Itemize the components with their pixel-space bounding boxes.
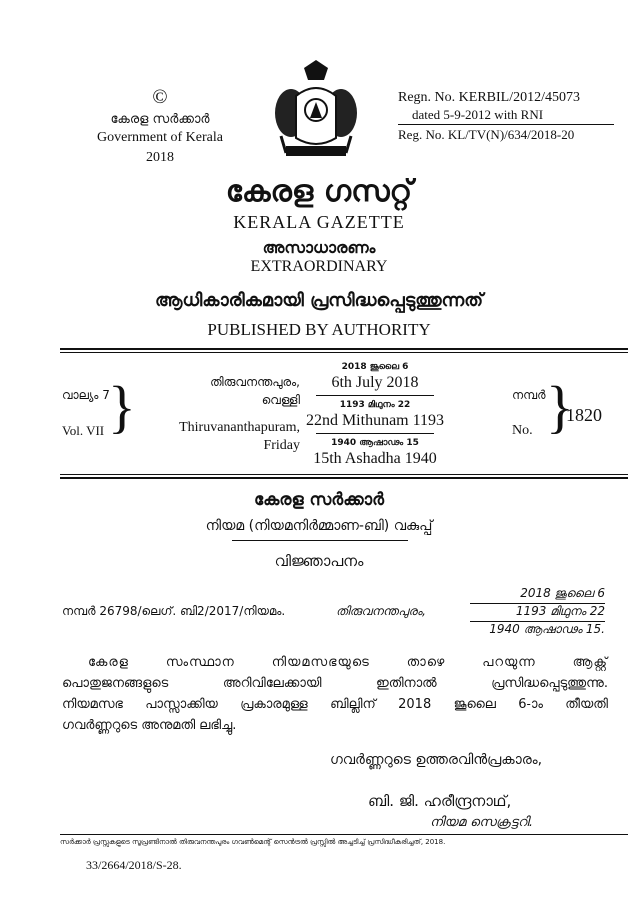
notice-signer: ബി. ജി. ഹരീന്ദ്രനാഥ്, xyxy=(368,792,512,810)
notice-place: തിരുവനന്തപുരം, xyxy=(336,604,426,618)
place-ml: തിരുവനന്തപുരം, xyxy=(210,375,300,389)
regn-number: Regn. No. KERBIL/2012/45073 xyxy=(398,90,580,105)
footer-imprint: സർക്കാർ പ്രസ്സുകളുടെ സൂപ്രണ്ടിനാൽ തിരുവനന്തപുരം ഗവൺമെന്റ് സെൻട്രൽ പ്രസ്സിൽ അച്ചടിച്ച് പ്രസിദ്ധീകരിച്ചത്, 2018. xyxy=(60,838,446,846)
notice-dept: നിയമ (നിയമനിർമ്മാണ-ബി) വകുപ്പ് xyxy=(205,518,433,534)
footer-rule xyxy=(60,834,628,835)
header-year: 2018 xyxy=(146,150,174,165)
authority-en: PUBLISHED BY AUTHORITY xyxy=(207,320,431,339)
date3-en: 15th Ashadha 1940 xyxy=(313,450,437,467)
date3-ml: 1940 ആഷാഢം 15 xyxy=(331,438,419,448)
notice-ref: നമ്പർ 26798/ലെഗ്. ബി2/2017/നിയമം. xyxy=(62,604,286,618)
day-en: Friday xyxy=(263,438,300,453)
extraordinary-ml: അസാധാരണം xyxy=(262,238,376,257)
rule-bottom-2 xyxy=(60,477,628,479)
copyright-symbol: © xyxy=(152,86,168,108)
notice-d1: 2018 ജൂലൈ 6 xyxy=(520,586,605,600)
notice-title: വിജ്ഞാപനം xyxy=(274,552,364,570)
footer-code: 33/2664/2018/S-28. xyxy=(86,858,182,872)
notice-govt: കേരള സർക്കാർ xyxy=(253,490,385,510)
number-en: No. xyxy=(512,423,533,438)
notice-d2: 1193 മിഥുനം 22 xyxy=(515,604,605,618)
gazette-title-en: KERALA GAZETTE xyxy=(233,212,405,232)
rule-bottom xyxy=(60,474,628,475)
date2-ml: 1193 മിഥുനം 22 xyxy=(339,400,411,410)
notice-d3: 1940 ആഷാഢം 15. xyxy=(489,622,605,636)
notice-body-line3: നിയമസഭ പാസ്സാക്കിയ പ്രകാരമുള്ള ബില്ലിന് 2018 ജൂലൈ 6-ാം തീയതി xyxy=(62,697,608,712)
notice-designation: നിയമ സെക്രട്ടറി. xyxy=(430,815,533,830)
issue-number: 1820 xyxy=(566,405,602,425)
volume-en: Vol. VII xyxy=(62,423,105,438)
rule-top xyxy=(60,348,628,350)
number-ml: നമ്പർ xyxy=(512,388,546,402)
extraordinary-en: EXTRAORDINARY xyxy=(250,258,388,275)
notice-order: ഗവർണ്ണറുടെ ഉത്തരവിൻപ്രകാരം, xyxy=(330,752,543,768)
rule-top-2 xyxy=(60,352,628,353)
notice-body-line1: കേരള സംസ്ഥാന നിയമസഭയുടെ താഴെ പറയുന്ന ആക്റ്റ് xyxy=(88,655,608,670)
brace-left: } xyxy=(108,374,136,439)
brace-right: } xyxy=(546,374,574,439)
notice-body-line4: ഗവർണ്ണറുടെ അനുമതി ലഭിച്ചു. xyxy=(62,718,237,733)
date1-ml: 2018 ജൂലൈ 6 xyxy=(341,362,409,372)
volume-ml: വാല്യം 7 xyxy=(62,388,110,402)
notice-body-line2: പൊതുജനങ്ങളുടെ അറിവിലേക്കായി ഇതിനാൽ പ്രസിദ്ധപ്പെടുത്തുന്നു. xyxy=(62,676,608,691)
place-en: Thiruvananthapuram, xyxy=(179,420,300,435)
govt-name-ml: കേരള സർക്കാർ xyxy=(110,112,210,127)
authority-ml: ആധികാരികമായി പ്രസിദ്ധപ്പെടുത്തുന്നത് xyxy=(155,290,483,311)
state-emblem-icon xyxy=(266,58,366,163)
govt-name-en: Government of Kerala xyxy=(97,130,223,145)
date2-en: 22nd Mithunam 1193 xyxy=(305,412,445,429)
reg-number: Reg. No. KL/TV(N)/634/2018-20 xyxy=(398,127,575,142)
date1-en: 6th July 2018 xyxy=(331,374,419,391)
day-ml: വെള്ളി xyxy=(261,393,300,407)
gazette-title-ml: കേരള ഗസറ്റ് xyxy=(225,174,413,209)
regn-dated: dated 5-9-2012 with RNI xyxy=(412,107,544,122)
